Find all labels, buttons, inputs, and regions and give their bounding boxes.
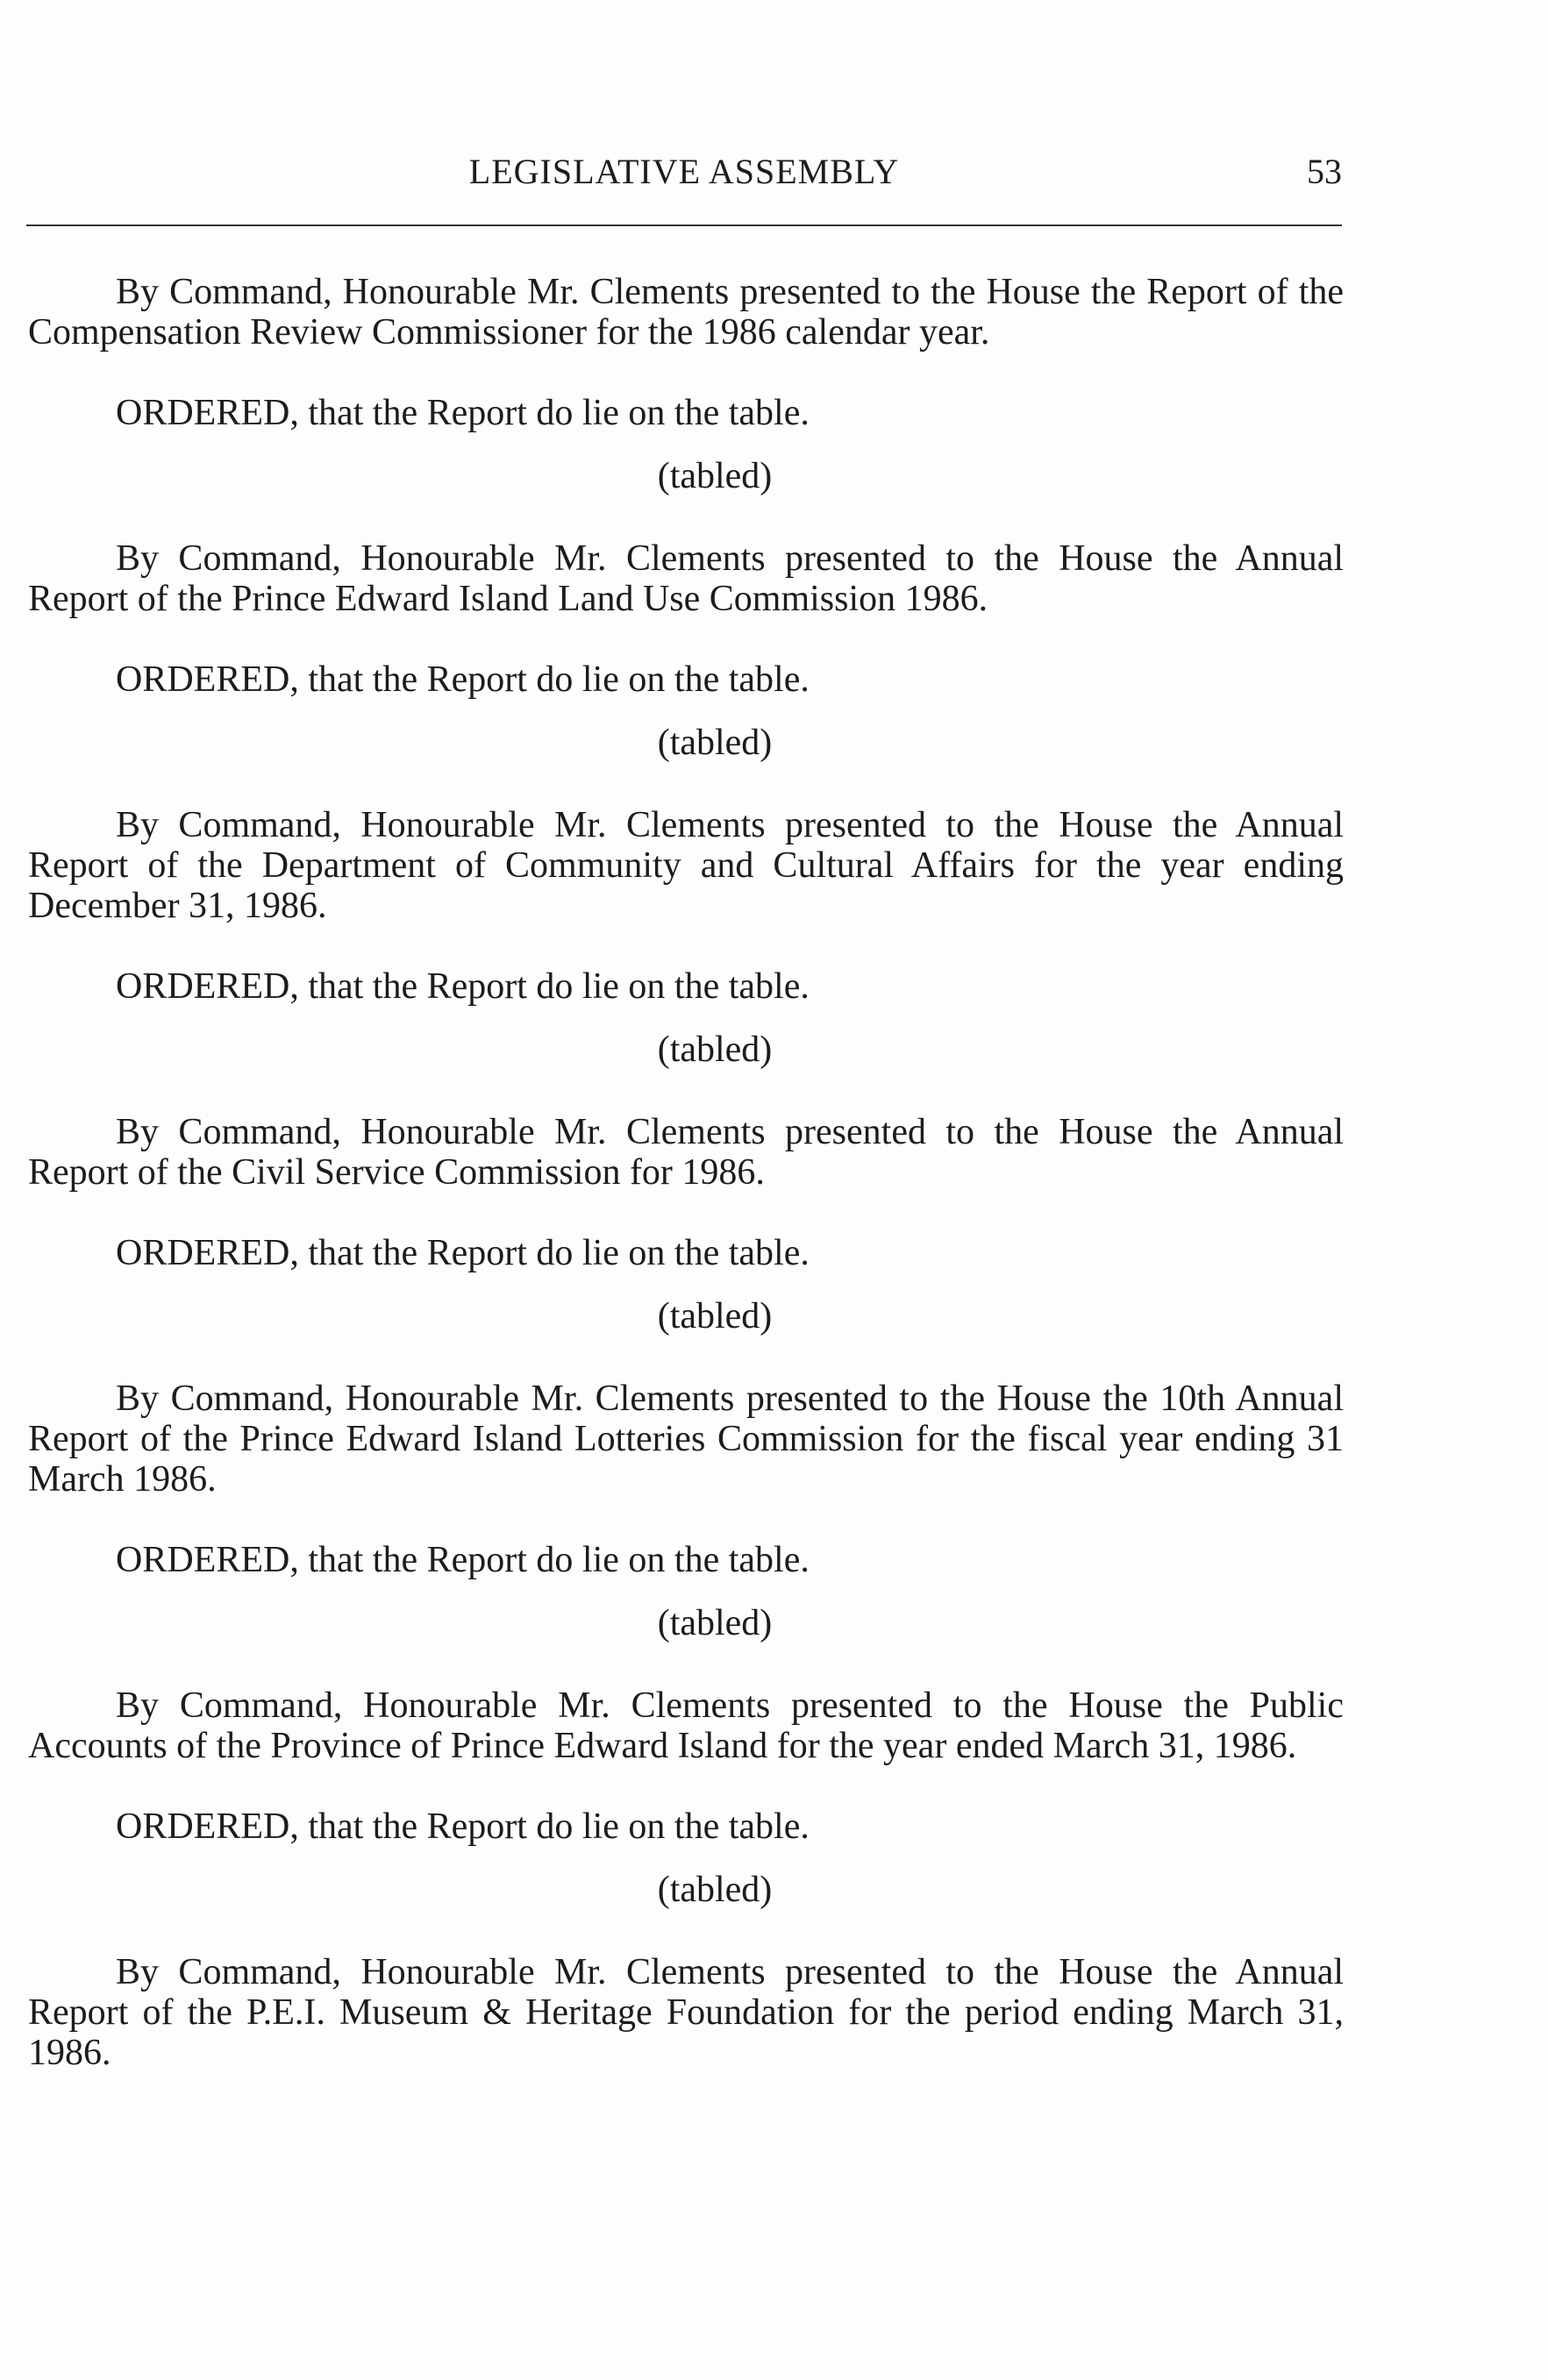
entry-paragraph: By Command, Honourable Mr. Clements presented to the House the Public Accounts of the Province of Prince Edward Island for the year ended March 31, 1986.: [28, 1685, 1344, 1766]
entry-paragraph: By Command, Honourable Mr. Clements presented to the House the Annual Report of the Civil Service Commission for 1986.: [28, 1112, 1344, 1193]
header-divider: [26, 224, 1342, 226]
journal-content: [28, 272, 1344, 2115]
tabled-note: (tabled): [657, 456, 773, 496]
tabled-note: (tabled): [657, 1603, 773, 1643]
order-statement: ORDERED, that the Report do lie on the table.: [116, 966, 810, 1007]
journal-entry: [28, 272, 1344, 496]
journal-entry: [28, 1685, 1344, 1910]
order-statement: ORDERED, that the Report do lie on the table.: [116, 393, 810, 433]
entry-paragraph: By Command, Honourable Mr. Clements presented to the House the 10th Annual Report of the Prince Edward Island Lotteries Commission for the fiscal year ending 31 March 1986.: [28, 1379, 1344, 1500]
journal-entry: [28, 538, 1344, 763]
tabled-note: (tabled): [657, 1296, 773, 1336]
tabled-note: (tabled): [657, 723, 773, 763]
order-statement: ORDERED, that the Report do lie on the table.: [116, 1806, 810, 1847]
entry-paragraph: By Command, Honourable Mr. Clements presented to the House the Annual Report of the P.E.I. Museum & Heritage Foundation for the period ending March 31, 1986.: [28, 1952, 1344, 2073]
order-statement: ORDERED, that the Report do lie on the table.: [116, 1233, 810, 1273]
tabled-note: (tabled): [657, 1030, 773, 1070]
entry-paragraph: By Command, Honourable Mr. Clements presented to the House the Annual Report of the Prince Edward Island Land Use Commission 1986.: [28, 538, 1344, 619]
entry-paragraph: By Command, Honourable Mr. Clements presented to the House the Report of the Compensation Review Commissioner for the 1986 calendar year.: [28, 272, 1344, 353]
page-header: [26, 151, 1342, 203]
journal-entry: [28, 1379, 1344, 1643]
journal-entry: [28, 1112, 1344, 1336]
journal-entry: [28, 805, 1344, 1070]
order-statement: ORDERED, that the Report do lie on the table.: [116, 659, 810, 700]
tabled-note: (tabled): [657, 1870, 773, 1910]
journal-entry: [28, 1952, 1344, 2073]
order-statement: ORDERED, that the Report do lie on the table.: [116, 1540, 810, 1580]
page-title: LEGISLATIVE ASSEMBLY: [468, 152, 900, 191]
page-number: 53: [1307, 152, 1342, 191]
entry-paragraph: By Command, Honourable Mr. Clements presented to the House the Annual Report of the Department of Community and Cultural Affairs for the year ending December 31, 1986.: [28, 805, 1344, 926]
